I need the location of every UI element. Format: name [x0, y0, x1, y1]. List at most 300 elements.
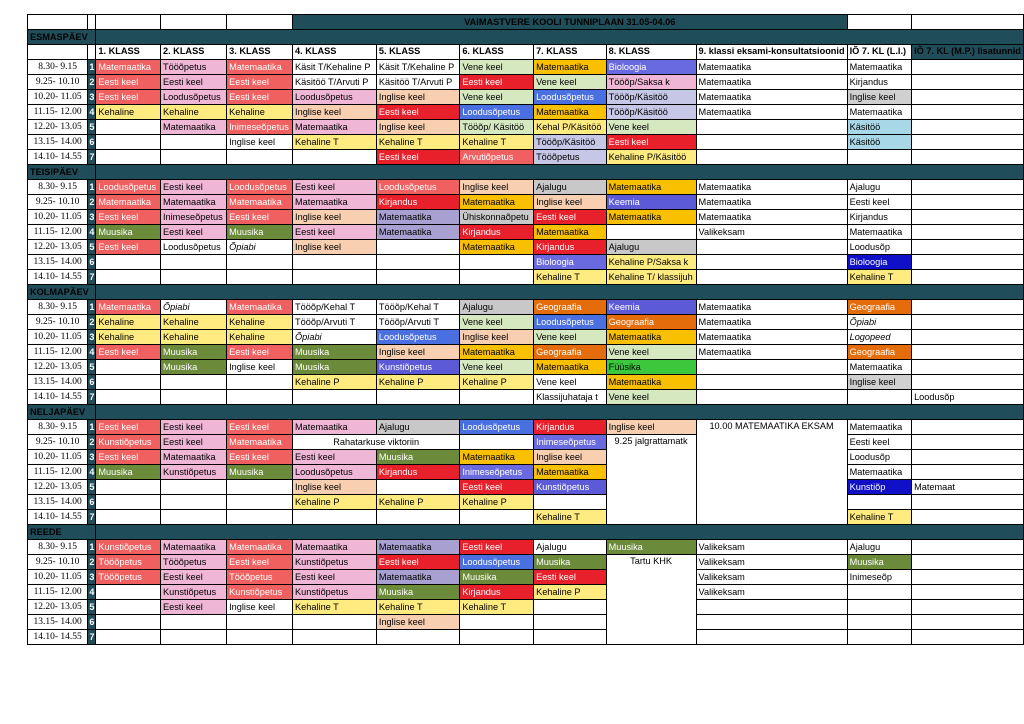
- lesson-cell: Inglise keel: [606, 420, 696, 435]
- lesson-cell: Kehaline T: [534, 270, 607, 285]
- lesson-time: 13.15- 14.00: [28, 135, 88, 150]
- lesson-cell: [160, 495, 226, 510]
- blank-cell: [160, 15, 226, 30]
- lesson-cell: Kirjandus: [376, 195, 459, 210]
- lesson-row: [28, 495, 1024, 510]
- lesson-cell: Geograafia: [847, 300, 911, 315]
- lesson-number: 3: [88, 450, 96, 465]
- lesson-cell: [293, 150, 377, 165]
- lesson-cell: Geograafia: [606, 315, 696, 330]
- lesson-cell: Inglise keel: [293, 240, 377, 255]
- lesson-row: [28, 615, 1024, 630]
- lesson-number: 6: [88, 135, 96, 150]
- lesson-row: [28, 270, 1024, 285]
- lesson-cell: [160, 510, 226, 525]
- lesson-time: 8.30- 9.15: [28, 540, 88, 555]
- lesson-cell: [376, 390, 459, 405]
- lesson-cell: Eesti keel: [376, 105, 459, 120]
- lesson-cell: [912, 510, 1024, 525]
- lesson-time: 10.20- 11.05: [28, 330, 88, 345]
- lesson-cell: [847, 585, 911, 600]
- timetable-title: VAIMASTVERE KOOLI TUNNIPLAAN 31.05-04.06: [293, 15, 848, 30]
- lesson-cell: [227, 495, 293, 510]
- lesson-row: [28, 195, 1024, 210]
- lesson-cell: Matemaatika: [227, 60, 293, 75]
- lesson-cell: [293, 390, 377, 405]
- lesson-cell: Inglise keel: [376, 90, 459, 105]
- lesson-row: [28, 540, 1024, 555]
- lesson-cell: [160, 255, 226, 270]
- lesson-cell: [696, 150, 847, 165]
- lesson-cell: Keemia: [606, 195, 696, 210]
- lesson-cell: [912, 600, 1024, 615]
- lesson-number: 1: [88, 180, 96, 195]
- lesson-cell: Matemaatika: [534, 225, 607, 240]
- lesson-cell: Kehaline T: [293, 135, 377, 150]
- lesson-cell: Tööõp/Käsitöö: [606, 90, 696, 105]
- lesson-cell: [460, 435, 534, 450]
- lesson-cell: [912, 585, 1024, 600]
- lesson-cell: Matemaatika: [96, 195, 161, 210]
- lesson-cell: Tööõp/Kehal T: [293, 300, 377, 315]
- lesson-cell: [460, 270, 534, 285]
- lesson-time: 14.10- 14.55: [28, 390, 88, 405]
- lesson-cell: [847, 495, 911, 510]
- lesson-cell: Matemaatika: [293, 420, 377, 435]
- lesson-row: [28, 435, 1024, 450]
- lesson-cell: Tööõp/Käsitöö: [534, 135, 607, 150]
- lesson-cell: Muusika: [534, 555, 607, 570]
- lesson-cell: Arvutiõpetus: [460, 150, 534, 165]
- lesson-cell: [912, 315, 1024, 330]
- timetable: [27, 14, 1024, 645]
- lesson-cell: Matemaatika: [96, 300, 161, 315]
- lesson-cell: Eesti keel: [160, 75, 226, 90]
- lesson-cell: Matemaatika: [96, 60, 161, 75]
- lesson-cell: [227, 150, 293, 165]
- lesson-cell: Kehaline P: [293, 495, 377, 510]
- lesson-cell: Matemaatika: [376, 210, 459, 225]
- lesson-number: 5: [88, 600, 96, 615]
- lesson-cell: Eesti keel: [160, 420, 226, 435]
- lesson-cell: Inglise keel: [534, 195, 607, 210]
- lesson-cell: [160, 480, 226, 495]
- lesson-cell: Ajalugu: [534, 540, 607, 555]
- lesson-cell: Kehaline P: [460, 495, 534, 510]
- lesson-cell: Valikeksam: [696, 585, 847, 600]
- lesson-cell: [912, 210, 1024, 225]
- lesson-cell: [227, 375, 293, 390]
- lesson-cell: [293, 510, 377, 525]
- lesson-cell: Vene keel: [460, 315, 534, 330]
- lesson-time: 12.20- 13.05: [28, 600, 88, 615]
- lesson-cell: Matemaat: [912, 480, 1024, 495]
- lesson-time: 14.10- 14.55: [28, 510, 88, 525]
- lesson-number: 6: [88, 375, 96, 390]
- lesson-cell: [912, 450, 1024, 465]
- lesson-cell: Vene keel: [534, 375, 607, 390]
- lesson-cell: [460, 630, 534, 645]
- lesson-cell: Eesti keel: [227, 90, 293, 105]
- day-bar: [96, 525, 1024, 540]
- lesson-cell: Matemaatika: [606, 375, 696, 390]
- lesson-cell: Eesti keel: [376, 555, 459, 570]
- day-header: [28, 525, 1024, 540]
- column-header: IÕ 7. KL (L.I.): [847, 45, 911, 60]
- lesson-cell: [160, 615, 226, 630]
- lesson-number: 6: [88, 615, 96, 630]
- lesson-number: 2: [88, 195, 96, 210]
- lesson-cell: Muusika: [293, 345, 377, 360]
- lesson-time: 9.25- 10.10: [28, 555, 88, 570]
- lesson-cell: Muusika: [293, 360, 377, 375]
- day-name: ESMASPÄEV: [28, 30, 96, 45]
- lesson-cell: [227, 480, 293, 495]
- lesson-number: 1: [88, 540, 96, 555]
- lesson-cell: Eesti keel: [160, 600, 226, 615]
- lesson-cell: [460, 615, 534, 630]
- day-header: [28, 30, 1024, 45]
- day-header: [28, 165, 1024, 180]
- lesson-cell: Loodusõpetus: [293, 90, 377, 105]
- lesson-cell: Eesti keel: [227, 345, 293, 360]
- lesson-cell: [912, 195, 1024, 210]
- lesson-cell: [696, 615, 847, 630]
- lesson-cell: Inglise keel: [376, 615, 459, 630]
- lesson-cell: Matemaatika: [227, 195, 293, 210]
- lesson-row: [28, 480, 1024, 495]
- lesson-number: 3: [88, 570, 96, 585]
- lesson-cell: Kirjandus: [847, 210, 911, 225]
- lesson-cell: [534, 495, 607, 510]
- lesson-cell: [293, 630, 377, 645]
- lesson-time: 8.30- 9.15: [28, 180, 88, 195]
- lesson-time: 14.10- 14.55: [28, 630, 88, 645]
- lesson-row: [28, 345, 1024, 360]
- lesson-cell: Kehaline: [160, 105, 226, 120]
- lesson-cell: Tööõpetus: [160, 555, 226, 570]
- lesson-cell: [912, 135, 1024, 150]
- lesson-cell: Matemaatika: [534, 360, 607, 375]
- column-header: 7. KLASS: [534, 45, 607, 60]
- lesson-cell: Kehaline T: [460, 135, 534, 150]
- lesson-row: [28, 315, 1024, 330]
- lesson-cell: Loodusõpetus: [227, 180, 293, 195]
- lesson-time: 11.15- 12.00: [28, 465, 88, 480]
- lesson-cell: Ajalugu: [460, 300, 534, 315]
- lesson-cell: Matemaatika: [606, 180, 696, 195]
- lesson-cell: Muusika: [376, 450, 459, 465]
- lesson-cell: Kunstiõpetus: [160, 585, 226, 600]
- lesson-cell: [912, 60, 1024, 75]
- lesson-cell: [912, 540, 1024, 555]
- lesson-cell: Tööõp/Kehal T: [376, 300, 459, 315]
- lesson-row: [28, 420, 1024, 435]
- lesson-cell: Matemaatika: [696, 330, 847, 345]
- lesson-cell: Matemaatika: [227, 540, 293, 555]
- lesson-cell: Kunstiõp: [847, 480, 911, 495]
- lesson-cell: Ajalugu: [847, 180, 911, 195]
- lesson-cell: Käsitöö T/Arvuti P: [376, 75, 459, 90]
- lesson-cell: Matemaatika: [696, 300, 847, 315]
- lesson-cell: Kunstiõpetus: [534, 480, 607, 495]
- lesson-row: [28, 450, 1024, 465]
- lesson-cell: Muusika: [160, 345, 226, 360]
- lesson-cell: Inimeseõpetus: [460, 465, 534, 480]
- lesson-time: 11.15- 12.00: [28, 345, 88, 360]
- lesson-cell: Kirjandus: [534, 240, 607, 255]
- lesson-number: 3: [88, 330, 96, 345]
- lesson-cell: Vene keel: [606, 120, 696, 135]
- lesson-cell: Matemaatika: [696, 345, 847, 360]
- lesson-cell: [696, 255, 847, 270]
- lesson-cell: Inglise keel: [376, 345, 459, 360]
- lesson-cell: Inglise keel: [227, 135, 293, 150]
- lesson-cell: Loodusõpetus: [96, 180, 161, 195]
- lesson-cell: Eesti keel: [96, 345, 161, 360]
- lesson-cell: Bioloogia: [606, 60, 696, 75]
- lesson-cell: [847, 615, 911, 630]
- lesson-cell: Eesti keel: [847, 195, 911, 210]
- lesson-cell: [376, 630, 459, 645]
- lesson-number: 7: [88, 390, 96, 405]
- lesson-cell: [534, 615, 607, 630]
- lesson-time: 11.15- 12.00: [28, 105, 88, 120]
- lesson-cell: [227, 255, 293, 270]
- lesson-cell: Muusika: [847, 555, 911, 570]
- lesson-cell: Kehaline: [227, 330, 293, 345]
- lesson-number: 1: [88, 300, 96, 315]
- lesson-cell: [912, 420, 1024, 435]
- lesson-cell: Kunstiõpetus: [293, 555, 377, 570]
- lesson-cell: Eesti keel: [606, 135, 696, 150]
- lesson-cell: Kehaline: [227, 315, 293, 330]
- lesson-cell: [912, 255, 1024, 270]
- lesson-number: 7: [88, 270, 96, 285]
- lesson-time: 10.20- 11.05: [28, 570, 88, 585]
- trip-note: 9.25 jalgrattamatk: [606, 435, 696, 525]
- lesson-cell: [912, 120, 1024, 135]
- lesson-number: 3: [88, 90, 96, 105]
- column-header: 1. KLASS: [96, 45, 161, 60]
- lesson-cell: Ajalugu: [606, 240, 696, 255]
- lesson-time: 10.20- 11.05: [28, 210, 88, 225]
- lesson-cell: Käsit T/Kehaline P: [293, 60, 377, 75]
- lesson-cell: [696, 270, 847, 285]
- lesson-cell: Kehaline: [227, 105, 293, 120]
- day-header: [28, 285, 1024, 300]
- lesson-cell: [912, 225, 1024, 240]
- lesson-cell: Matemaatika: [534, 60, 607, 75]
- blank-cell: [88, 15, 96, 30]
- lesson-cell: [96, 135, 161, 150]
- lesson-cell: [696, 360, 847, 375]
- lesson-cell: Eesti keel: [293, 570, 377, 585]
- lesson-cell: [96, 360, 161, 375]
- lesson-cell: [912, 90, 1024, 105]
- lesson-number: 2: [88, 315, 96, 330]
- lesson-cell: Eesti keel: [96, 420, 161, 435]
- lesson-cell: [96, 495, 161, 510]
- lesson-number: 2: [88, 75, 96, 90]
- lesson-cell: Vene keel: [460, 60, 534, 75]
- lesson-time: 8.30- 9.15: [28, 300, 88, 315]
- column-header: 2. KLASS: [160, 45, 226, 60]
- lesson-number: 1: [88, 420, 96, 435]
- lesson-cell: [376, 255, 459, 270]
- lesson-cell: Matemaatika: [847, 420, 911, 435]
- lesson-cell: Kirjandus: [376, 465, 459, 480]
- lesson-cell: Kehaline P/Saksa k: [606, 255, 696, 270]
- lesson-cell: Eesti keel: [160, 435, 226, 450]
- lesson-time: 13.15- 14.00: [28, 495, 88, 510]
- lesson-cell: Kehaline T: [847, 270, 911, 285]
- lesson-cell: Eesti keel: [460, 540, 534, 555]
- lesson-cell: [96, 630, 161, 645]
- lesson-cell: [227, 630, 293, 645]
- cell-note: Rahatarkuse viktoriin: [293, 435, 460, 450]
- lesson-cell: Matemaatika: [847, 465, 911, 480]
- lesson-cell: Matemaatika: [696, 90, 847, 105]
- lesson-cell: Tööõp/ Käsitöö: [460, 120, 534, 135]
- lesson-cell: [376, 270, 459, 285]
- lesson-cell: Bioloogia: [534, 255, 607, 270]
- lesson-cell: [847, 390, 911, 405]
- lesson-cell: Muusika: [606, 540, 696, 555]
- lesson-cell: [696, 120, 847, 135]
- lesson-cell: Matemaatika: [293, 120, 377, 135]
- lesson-cell: Eesti keel: [847, 435, 911, 450]
- lesson-cell: [227, 390, 293, 405]
- day-bar: [96, 285, 1024, 300]
- lesson-time: 14.10- 14.55: [28, 150, 88, 165]
- lesson-cell: Matemaatika: [376, 225, 459, 240]
- lesson-cell: Kehal P/Käsitöö: [534, 120, 607, 135]
- lesson-cell: Muusika: [460, 570, 534, 585]
- lesson-cell: [847, 600, 911, 615]
- lesson-cell: [96, 270, 161, 285]
- lesson-cell: Kirjandus: [460, 225, 534, 240]
- lesson-cell: [160, 390, 226, 405]
- lesson-cell: Matemaatika: [160, 195, 226, 210]
- lesson-cell: Matemaatika: [227, 435, 293, 450]
- lesson-cell: Geograafia: [847, 345, 911, 360]
- lesson-cell: Kehaline P: [293, 375, 377, 390]
- lesson-cell: Loodusõpetus: [460, 555, 534, 570]
- lesson-row: [28, 120, 1024, 135]
- lesson-cell: Eesti keel: [96, 210, 161, 225]
- lesson-number: 4: [88, 585, 96, 600]
- lesson-cell: Matemaatika: [160, 540, 226, 555]
- lesson-cell: [912, 495, 1024, 510]
- lesson-cell: Kehaline T: [376, 600, 459, 615]
- blank-cell: [912, 15, 1024, 30]
- lesson-time: 11.15- 12.00: [28, 585, 88, 600]
- blank-cell: [96, 15, 161, 30]
- lesson-cell: [160, 270, 226, 285]
- lesson-cell: Vene keel: [460, 360, 534, 375]
- lesson-cell: Matemaatika: [847, 60, 911, 75]
- title-row: [28, 15, 1024, 30]
- lesson-cell: [606, 225, 696, 240]
- lesson-cell: [847, 150, 911, 165]
- lesson-cell: Matemaatika: [696, 315, 847, 330]
- lesson-cell: [912, 75, 1024, 90]
- lesson-cell: Matemaatika: [460, 345, 534, 360]
- lesson-cell: Geograafia: [534, 345, 607, 360]
- lesson-cell: Matemaatika: [376, 540, 459, 555]
- lesson-cell: [376, 240, 459, 255]
- lesson-cell: [96, 585, 161, 600]
- lesson-cell: Eesti keel: [227, 420, 293, 435]
- lesson-cell: [912, 240, 1024, 255]
- lesson-number: 2: [88, 435, 96, 450]
- lesson-number: 7: [88, 510, 96, 525]
- lesson-cell: Inglise keel: [227, 360, 293, 375]
- lesson-cell: Matemaatika: [293, 540, 377, 555]
- lesson-time: 9.25- 10.10: [28, 75, 88, 90]
- lesson-row: [28, 390, 1024, 405]
- lesson-cell: [912, 270, 1024, 285]
- lesson-cell: Kehaline: [160, 330, 226, 345]
- lesson-cell: Eesti keel: [227, 210, 293, 225]
- lesson-cell: [460, 390, 534, 405]
- lesson-cell: [696, 390, 847, 405]
- lesson-time: 11.15- 12.00: [28, 225, 88, 240]
- lesson-number: 4: [88, 225, 96, 240]
- lesson-time: 10.20- 11.05: [28, 450, 88, 465]
- lesson-cell: Kehaline T: [293, 600, 377, 615]
- lesson-cell: [912, 435, 1024, 450]
- lesson-cell: Eesti keel: [293, 450, 377, 465]
- lesson-time: 8.30- 9.15: [28, 60, 88, 75]
- lesson-cell: Inglise keel: [293, 210, 377, 225]
- lesson-cell: Tööõpetus: [534, 150, 607, 165]
- lesson-cell: Kehaline T: [460, 600, 534, 615]
- lesson-cell: Klassijuhataja t: [534, 390, 607, 405]
- lesson-cell: [912, 570, 1024, 585]
- lesson-cell: Vene keel: [606, 390, 696, 405]
- lesson-cell: Matemaatika: [847, 360, 911, 375]
- lesson-cell: Matemaatika: [696, 195, 847, 210]
- lesson-time: 12.20- 13.05: [28, 240, 88, 255]
- day-bar: [96, 165, 1024, 180]
- lesson-cell: Matemaatika: [696, 210, 847, 225]
- lesson-cell: Loodusõpetus: [460, 105, 534, 120]
- lesson-number: 5: [88, 480, 96, 495]
- lesson-cell: Kehaline: [96, 315, 161, 330]
- lesson-cell: Valikeksam: [696, 540, 847, 555]
- lesson-cell: Kehaline P: [460, 375, 534, 390]
- lesson-time: 10.20- 11.05: [28, 90, 88, 105]
- lesson-row: [28, 135, 1024, 150]
- lesson-cell: Kehaline: [160, 315, 226, 330]
- lesson-time: 14.10- 14.55: [28, 270, 88, 285]
- lesson-cell: Matemaatika: [293, 195, 377, 210]
- lesson-cell: Eesti keel: [160, 225, 226, 240]
- lesson-cell: [696, 375, 847, 390]
- column-header: IÕ 7. KL (M.P.) lisatunnid: [912, 45, 1024, 60]
- lesson-cell: Kehaline P: [534, 585, 607, 600]
- lesson-cell: Matemaatika: [696, 105, 847, 120]
- lesson-cell: Matemaatika: [696, 75, 847, 90]
- column-header: 6. KLASS: [460, 45, 534, 60]
- lesson-cell: Muusika: [96, 465, 161, 480]
- lesson-time: 12.20- 13.05: [28, 360, 88, 375]
- lesson-number: 5: [88, 240, 96, 255]
- lesson-cell: Matemaatika: [534, 465, 607, 480]
- lesson-cell: [160, 630, 226, 645]
